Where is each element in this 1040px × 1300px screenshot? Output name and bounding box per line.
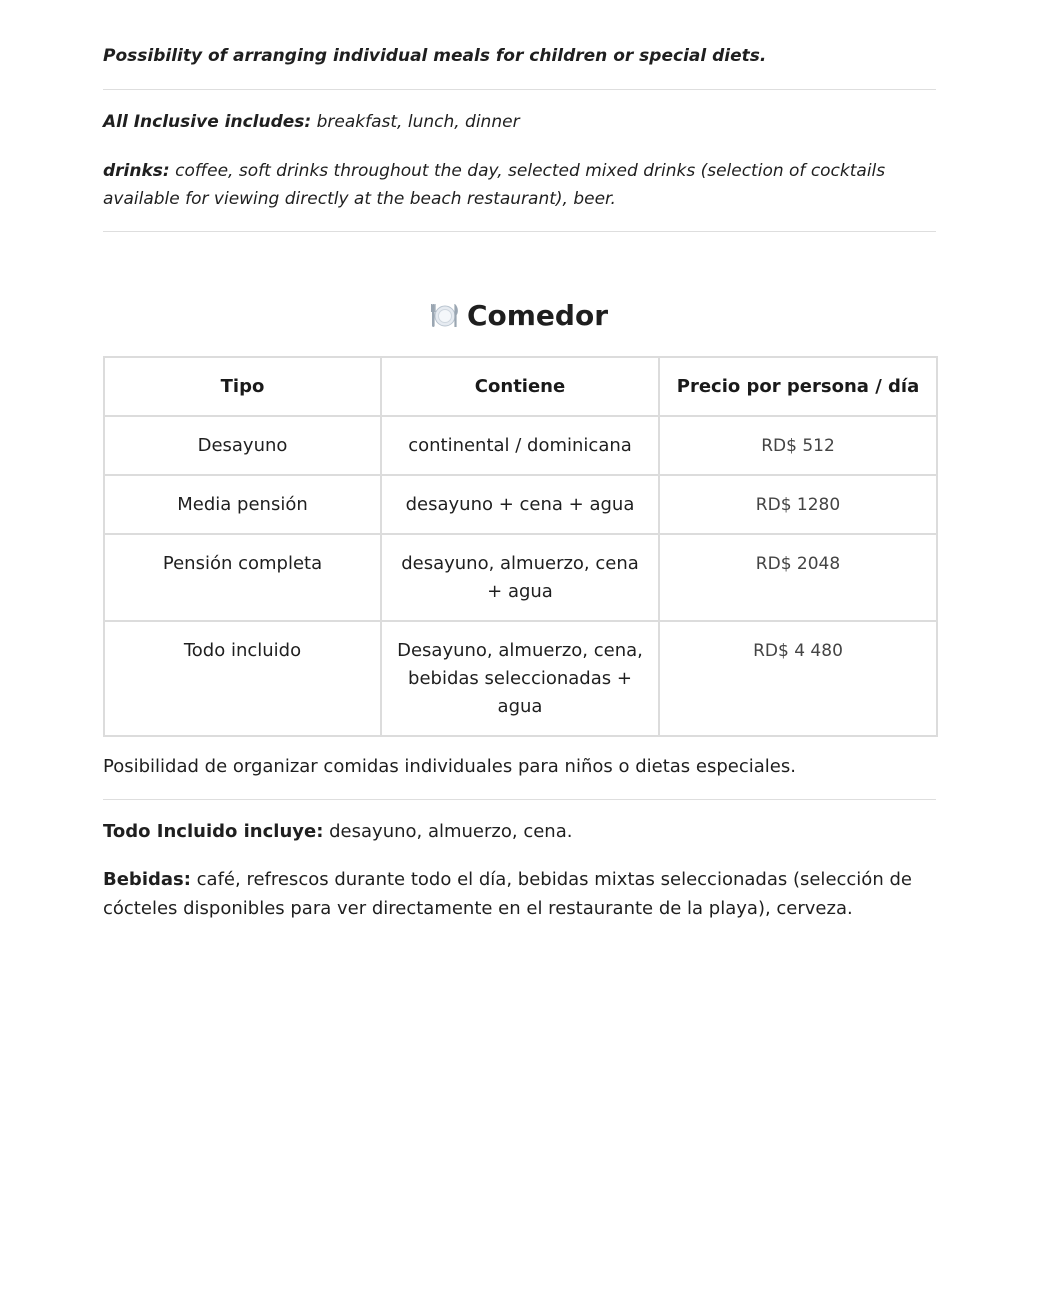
cell-contiene: Desayuno, almuerzo, cena, bebidas seleccionadas + agua bbox=[381, 621, 659, 736]
cell-precio: RD$ 512 bbox=[659, 416, 937, 475]
table-row bbox=[104, 534, 937, 621]
cell-contiene: desayuno, almuerzo, cena + agua bbox=[381, 534, 659, 621]
spanish-drinks-text: café, refrescos durante todo el día, bebidas mixtas seleccionadas (selección de cócteles disponibles para ver directamente en el restaurante de la playa), cerveza. bbox=[103, 869, 912, 919]
table-row bbox=[104, 621, 937, 736]
spanish-drinks-label: Bebidas: bbox=[103, 869, 191, 890]
english-diet-note: Possibility of arranging individual meals for children or special diets. bbox=[103, 46, 767, 66]
cell-contiene: continental / dominicana bbox=[381, 416, 659, 475]
cell-tipo: Todo incluido bbox=[104, 621, 381, 736]
english-all-inclusive-text: breakfast, lunch, dinner bbox=[311, 112, 520, 132]
table-header-row bbox=[104, 357, 937, 416]
spanish-all-inclusive-text: desayuno, almuerzo, cena. bbox=[323, 821, 573, 842]
divider bbox=[103, 231, 936, 232]
divider bbox=[103, 89, 936, 90]
column-header-precio: Precio por persona / día bbox=[659, 357, 937, 416]
dining-price-table bbox=[103, 356, 938, 737]
cell-tipo: Media pensión bbox=[104, 475, 381, 534]
section-heading bbox=[103, 294, 936, 338]
cell-contiene: desayuno + cena + agua bbox=[381, 475, 659, 534]
cell-tipo: Desayuno bbox=[104, 416, 381, 475]
english-drinks-label: drinks: bbox=[103, 161, 170, 181]
cell-precio: RD$ 1280 bbox=[659, 475, 937, 534]
plate-cutlery-icon bbox=[431, 298, 459, 326]
table-row bbox=[104, 475, 937, 534]
spanish-all-inclusive bbox=[103, 818, 572, 846]
english-all-inclusive bbox=[103, 110, 520, 134]
cell-precio: RD$ 2048 bbox=[659, 534, 937, 621]
english-drinks bbox=[103, 157, 936, 213]
spanish-all-inclusive-label: Todo Incluido incluye: bbox=[103, 821, 324, 842]
column-header-tipo: Tipo bbox=[104, 357, 381, 416]
spanish-diet-note: Posibilidad de organizar comidas individuales para niños o dietas especiales. bbox=[103, 756, 796, 777]
english-drinks-text: coffee, soft drinks throughout the day, selected mixed drinks (selection of cocktails available for viewing directly at the beach restaurant), beer. bbox=[103, 161, 886, 209]
cell-tipo: Pensión completa bbox=[104, 534, 381, 621]
cell-precio: RD$ 4 480 bbox=[659, 621, 937, 736]
table-row bbox=[104, 416, 937, 475]
english-all-inclusive-label: All Inclusive includes: bbox=[103, 112, 312, 132]
spanish-drinks bbox=[103, 865, 943, 923]
column-header-contiene: Contiene bbox=[381, 357, 659, 416]
divider bbox=[103, 799, 936, 800]
section-title: Comedor bbox=[466, 299, 609, 332]
